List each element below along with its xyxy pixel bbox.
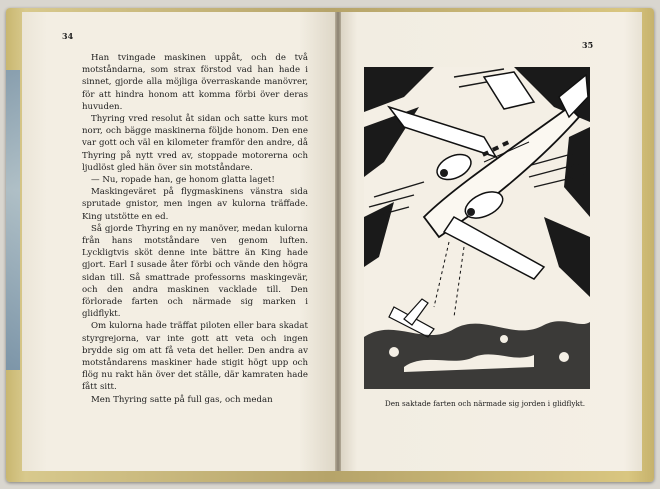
paragraph: Thyring vred resolut åt sidan och satte kurs mot norr, och bägge maskinerna följde honom. Den ene var gott och väl en kilometer framför den andre, då Thyring på nytt vred av, stoppade motorerna och ljudlöst gled hän över sin motståndare. [82,114,308,173]
paragraph: — Nu, ropade han, ge honom glatta laget! [91,175,275,186]
paragraph: Så gjorde Thyring en ny manöver, medan kulorna från hans motståndare ven genom luften. Lyckligtvis sköt denne inte bättre än King hade gjort. Earl I susade åter förbi och vände den högra sidan till. Så smattrade professorns maskingevär, och den andra maskinen vacklade till. Den förlorade farten och närmade sig marken i glidflykt. [82,223,308,320]
left-page-number: 34 [62,31,74,41]
paragraph: Han tvingade maskinen uppåt, och de två motståndarna, som strax förstod vad han hade i sinnet, gjorde alla möjliga överraskande manövrer, för att hindra honom att komma förbi över deras huvuden. [82,53,308,112]
book-gutter [335,12,341,471]
right-page-number: 35 [582,40,594,50]
paragraph: Maskingeväret på flygmaskinens vänstra sida sprutade gnistor, men ingen av kulorna träffade. King utstötte en ed. [82,187,308,222]
paragraph: Om kulorna hade träffat piloten eller bara skadat styrgrejorna, var inte gott att veta och ingen brydde sig om att få veta det heller. Den andra av motståndarens maskiner hade stigit högt upp och flög nu rakt hän över det ställe, där kamraten hade fått sitt. [82,321,308,393]
left-page-text [82,52,308,406]
cover-edge-pattern [6,70,20,370]
illustration-caption: Den saktade farten och närmade sig jorden i glidflykt. [384,399,586,408]
paragraph: Men Thyring satte på full gas, och medan [91,394,273,405]
airplane-illustration [364,67,590,389]
